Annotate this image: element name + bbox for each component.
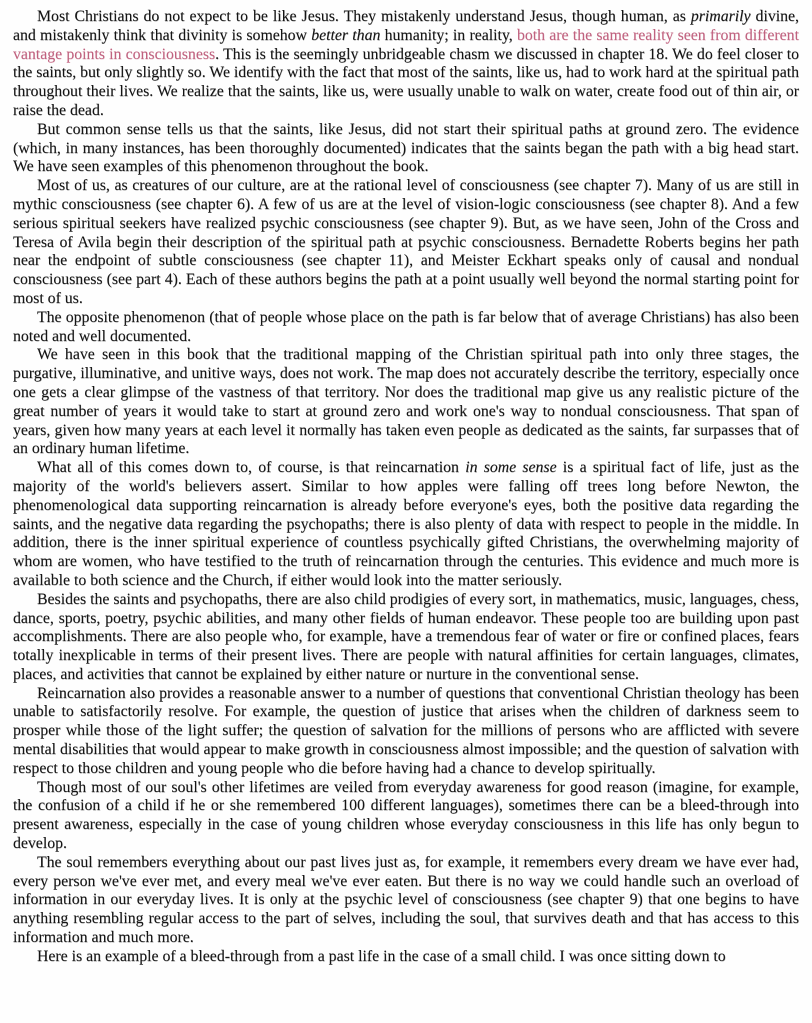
paragraph-9 xyxy=(13,779,799,854)
paragraph-2 xyxy=(13,121,799,177)
body-text: divine, and mistakenly think that divinity is somehow xyxy=(13,8,799,44)
body-text: Though most of our soul's other lifetimes are veiled from everyday awareness for good reason (imagine, for example, the confusion of a child if he or she remembered 100 different languages), sometimes there can be a bleed-through into present awareness, especially in the case of young children whose everyday consciousness in this life has only begun to develop. xyxy=(13,778,799,853)
emphasized-text: in some sense xyxy=(465,459,557,477)
body-text: We have seen in this book that the traditional mapping of the Christian spiritual path into only three stages, the purgative, illuminative, and unitive ways, does not work. The map does not accurately describe the territory, especially once one gets a clear glimpse of the vastness of that territory. Nor does the traditional map give us any realistic picture of the great number of years it would take to start at ground zero and work one's way to nondual consciousness. That span of years, given how many years at each level it normally has taken even people as dedicated as the saints, far surpasses that of an ordinary human lifetime. xyxy=(13,346,799,458)
body-text: Here is an example of a bleed-through from a past life in the case of a small child. I was once sitting down to xyxy=(37,947,726,965)
emphasized-text: primarily xyxy=(690,8,751,25)
paragraph-5 xyxy=(13,346,799,459)
paragraph-3 xyxy=(13,177,799,309)
body-text: is a spiritual fact of life, just as the majority of the world's believers assert. Similar to how apples were falling off trees long before Newton, the phenomenological data supporting reincarnation is already before everyone's eyes, both the positive data regarding the saints, and the negative data regarding the psychopaths; there is also plenty of data with respect to people in the middle. In addition, there is the inner spiritual experience of countless psychically gifted Christians, the overwhelming majority of whom are women, who have testified to the truth of reincarnation through the centuries. This evidence and much more is available to both science and the Church, if either would look into the matter seriously. xyxy=(13,459,799,589)
body-text: The soul remembers everything about our past lives just as, for example, it remembers every dream we have ever had, every person we've ever met, and every meal we've ever eaten. But there is no way we could handle such an overload of information in our everyday lives. It is only at the psychic level of consciousness (see chapter 9) that one begins to have anything resembling regular access to the part of selves, including the soul, that survives death and that has access to this information and much more. xyxy=(13,853,799,947)
body-text: What all of this comes down to, of course, is that reincarnation xyxy=(37,459,466,477)
highlighted-text: both are the same reality seen from different vantage points in consciousness xyxy=(13,26,799,63)
paragraph-4 xyxy=(13,309,799,347)
body-text: humanity; in reality, xyxy=(380,26,517,44)
body-text: But common sense tells us that the saints, like Jesus, did not start their spiritual paths at ground zero. The evidence (which, in many instances, has been thoroughly documented) indicates that the saints began the path with a big head start. We have seen examples of this phenomenon throughout the book. xyxy=(13,120,799,176)
body-text: Most of us, as creatures of our culture, are at the rational level of consciousness (see chapter 7). Many of us are still in mythic consciousness (see chapter 6). A few of us are at the level of vision-logic consciousness (see chapter 8). And a few serious spiritual seekers have realized psychic consciousness (see chapter 9). But, as we have seen, John of the Cross and Teresa of Avila begin their description of the spiritual path at psychic consciousness. Bernadette Roberts begins her path near the endpoint of subtle consciousness (see chapter 11), and Meister Eckhart speaks only of causal and nondual consciousness (see part 4). Each of these authors begins the path at a point usually well beyond the normal starting point for most of us. xyxy=(13,177,799,307)
body-text: Most Christians do not expect to be like Jesus. They mistakenly understand Jesus, though human, as xyxy=(37,8,691,25)
paragraph-11 xyxy=(13,948,799,967)
paragraph-6 xyxy=(13,459,799,591)
body-text: Reincarnation also provides a reasonable answer to a number of questions that conventional Christian theology has been unable to satisfactorily resolve. For example, the question of justice that arises when the children of darkness seem to prosper while those of the light suffer; the question of salvation for the millions of persons who are afflicted with severe mental disabilities that would appear to make growth in consciousness almost impossible; and the question of salvation with respect to those children and young people who die before having had a chance to develop spiritually. xyxy=(13,684,799,777)
paragraph-7 xyxy=(13,591,799,685)
body-text: . This is the seemingly unbridgeable chasm we discussed in chapter 18. We do feel closer to the saints, but only slightly so. We identify with the fact that most of the saints, like us, had to work hard at the spiritual path throughout their lives. We realize that the saints, like us, were usually unable to walk on water, create food out of thin air, or raise the dead. xyxy=(13,45,799,119)
emphasized-text: better than xyxy=(311,26,381,44)
paragraph-8 xyxy=(13,685,799,779)
body-text: Besides the saints and psychopaths, there are also child prodigies of every sort, in mathematics, music, languages, chess, dance, sports, poetry, psychic abilities, and many other fields of human endeavor. These people too are building upon past accomplishments. There are also people who, for example, have a tremendous fear of water or fire or confined places, fears totally inexplicable in terms of their present lives. There are people with natural affinities for certain languages, climates, places, and activities that cannot be explained by either nature or nurture in the conventional sense. xyxy=(13,590,800,683)
paragraph-1 xyxy=(13,8,799,121)
body-text: The opposite phenomenon (that of people whose place on the path is far below that of average Christians) has also been noted and well documented. xyxy=(13,308,799,345)
paragraph-10 xyxy=(13,854,799,948)
